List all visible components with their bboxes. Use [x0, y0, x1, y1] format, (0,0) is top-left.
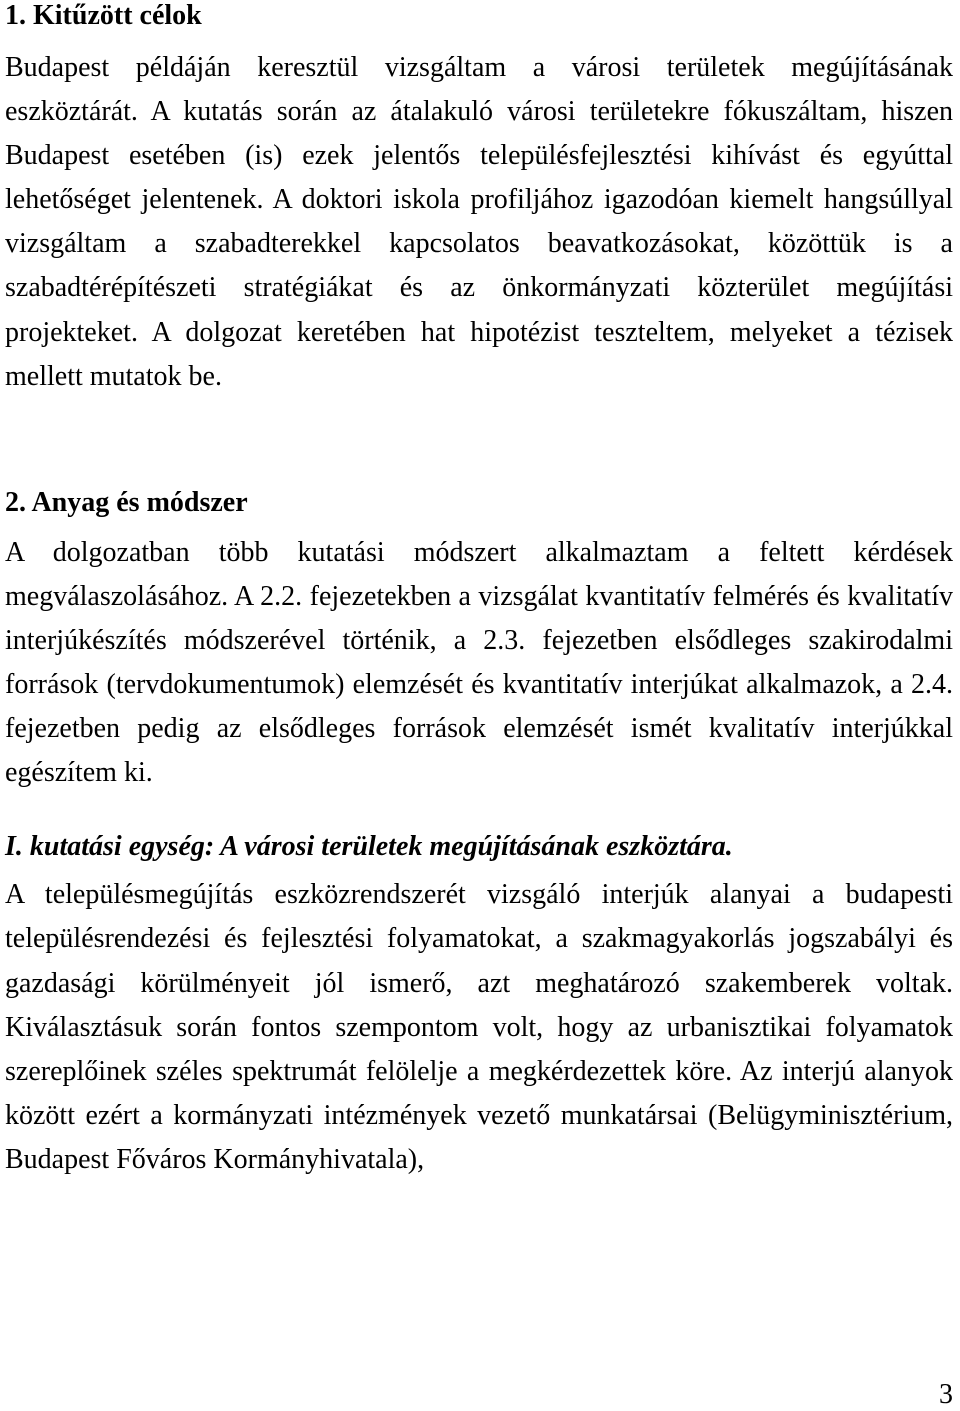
section-paragraph-methods: A dolgozatban több kutatási módszert alkalmaztam a feltett kérdések megválaszolásához. A 2.2. fejezetekben a vizsgálat kvantitatív felmérés és kvalitatív interjúkészítés módszerével történik, a 2.3. fejezetben elsődleges szakirodalmi források (tervdokumentumok) elemzését és kvantitatív interjúkat alkalmazok, a 2.4. fejezetben pedig az elsődleges források elemzését ismét kvalitatív interjúkkal egészítem ki. [5, 536, 953, 789]
page-number: 3 [939, 1379, 953, 1410]
section-heading-methods: 2. Anyag és módszer [5, 486, 248, 518]
document-page [5, 0, 953, 1182]
research-unit-subheading: I. kutatási egység: A városi területek megújításának eszköztára. [5, 831, 733, 863]
section-paragraph-goals: Budapest példáján keresztül vizsgáltam a városi területek megújításának eszköztárát. A kutatás során az átalakuló városi területekre fókuszáltam, hiszen Budapest esetében (is) ezek jelentős településfejlesztési kihívást és egyúttal lehetőséget jelentenek. A doktori iskola profiljához igazodóan kiemelt hangsúllyal vizsgáltam a szabadterekkel kapcsolatos beavatkozásokat, közöttük is a szabadtérépítészeti stratégiákat és az önkormányzati közterület megújítási projekteket. A dolgozat keretében hat hipotézist teszteltem, melyeket a tézisek mellett mutatok be. [5, 52, 953, 392]
section-heading-goals: 1. Kitűzött célok [5, 0, 202, 31]
research-unit-paragraph: A településmegújítás eszközrendszerét vizsgáló interjúk alanyai a budapesti településrendezési és fejlesztési folyamatokat, a szakmagyakorlás jogszabályi és gazdasági körülményeit jól ismerő, azt meghatározó szakemberek voltak. Kiválasztásuk során fontos szempontom volt, hogy az urbanisztikai folyamatok szereplőinek széles spektrumát felölelje a megkérdezettek köre. Az interjú alanyok között ezért a kormányzati intézmények vezető munkatársai (Belügyminisztérium, Budapest Főváros Kormányhivatala), [5, 879, 953, 1175]
